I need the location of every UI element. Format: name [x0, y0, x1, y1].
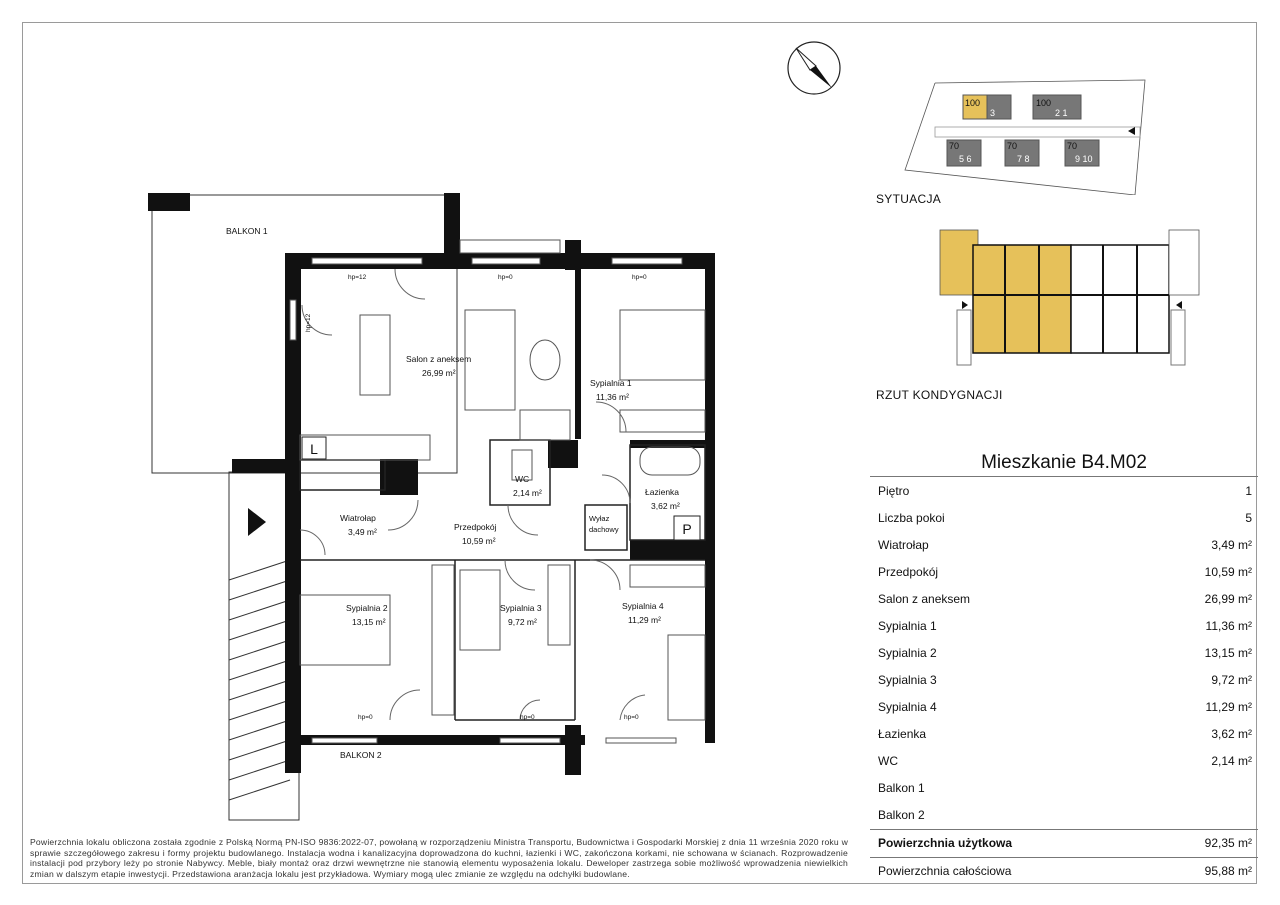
row-label: Łazienka [878, 727, 927, 741]
site-entrance-arrow-icon [1128, 127, 1135, 135]
room-syp3-area: 9,72 m² [508, 617, 537, 627]
site-building-label: 9 10 [1075, 154, 1093, 164]
site-building-label: 2 1 [1055, 108, 1068, 118]
row-label: Przedpokój [878, 565, 939, 579]
sill-height: hp=12 [348, 274, 367, 281]
windows [290, 240, 682, 743]
area-table [870, 478, 1258, 885]
divider [870, 476, 1258, 477]
sill-height: hp=0 [624, 714, 639, 721]
room-salon-area: 26,99 m² [422, 368, 456, 378]
row-value: 11,29 m² [1205, 700, 1252, 714]
north-compass-icon [786, 40, 842, 96]
row-value: 26,99 m² [1204, 592, 1252, 606]
room-syp4-area: 11,29 m² [628, 615, 661, 625]
roof-hatch-label: Wyłaz [589, 514, 610, 523]
parking-mark-label: P [682, 521, 692, 537]
table-row [870, 586, 1258, 613]
row-label: Sypialnia 4 [878, 700, 937, 714]
table-row [870, 505, 1258, 532]
row-label: Salon z aneksem [878, 592, 971, 606]
site-building-label: 100 [1036, 98, 1052, 108]
room-salon: Salon z aneksem [406, 354, 472, 364]
row-label: Sypialnia 2 [878, 646, 937, 660]
table-row [870, 721, 1258, 748]
table-row [870, 640, 1258, 667]
balcony-1-wall [148, 193, 190, 211]
room-syp2-area: 13,15 m² [352, 617, 386, 627]
balcony-1-wall [444, 193, 460, 253]
balcony-1-area [152, 195, 457, 473]
table-row [870, 667, 1258, 694]
floor-plan-label: RZUT KONDYGNACJI [876, 388, 1003, 402]
table-row [870, 613, 1258, 640]
floor-key-plan [935, 225, 1205, 375]
table-row [870, 748, 1258, 775]
room-syp2: Sypialnia 2 [346, 603, 388, 613]
sill-height: hp=0 [498, 274, 513, 281]
room-wc: WC [515, 474, 530, 484]
site-plan [895, 75, 1160, 195]
row-label: WC [878, 754, 898, 768]
row-label: Wiatrołap [878, 538, 929, 552]
room-syp3: Sypialnia 3 [500, 603, 542, 613]
roof-hatch-label: dachowy [589, 525, 619, 534]
row-value: 11,36 m² [1205, 619, 1252, 633]
row-value: 3,49 m² [1211, 538, 1252, 552]
entrance-arrow-icon [248, 508, 266, 536]
room-wiatrolap-area: 3,49 m² [348, 527, 377, 537]
row-value: 2,14 m² [1211, 754, 1252, 768]
row-value: 9,72 m² [1211, 673, 1252, 687]
room-lazienka: Łazienka [645, 487, 680, 497]
balcony-2-label: BALKON 2 [340, 750, 382, 760]
usable-area-row [870, 829, 1258, 857]
total-area-row [870, 857, 1258, 885]
inner-walls [300, 440, 705, 720]
site-building-label: 7 8 [1017, 154, 1030, 164]
sill-height: hp=0 [358, 714, 373, 721]
unit-title: Mieszkanie B4.M02 [981, 452, 1147, 473]
row-label: Sypialnia 1 [878, 619, 937, 633]
site-building-label: 70 [1067, 141, 1078, 151]
site-building-label: 3 [990, 108, 996, 118]
room-wiatrolap: Wiatrołap [340, 513, 376, 523]
table-row [870, 559, 1258, 586]
room-syp4: Sypialnia 4 [622, 601, 664, 611]
site-plan-label: SYTUACJA [876, 192, 942, 206]
table-row [870, 775, 1258, 802]
room-lazienka-area: 3,62 m² [651, 501, 680, 511]
site-building-label: 70 [1007, 141, 1018, 151]
row-label: Liczba pokoi [878, 511, 945, 525]
room-przedpokoj: Przedpokój [454, 522, 497, 532]
row-value: 1 [1245, 484, 1252, 498]
row-value: 3,62 m² [1211, 727, 1252, 741]
room-syp1-area: 11,36 m² [596, 392, 629, 402]
room-wc-area: 2,14 m² [513, 488, 542, 498]
row-value: 5 [1245, 511, 1252, 525]
table-row [870, 532, 1258, 559]
disclaimer-note: Powierzchnia lokalu obliczona została zgodnie z Polską Normą PN-ISO 9836:2022-07, powołaną w rozporządzeniu Ministra Transportu, Budownictwa i Gospodarki Morskiej z dnia 11 września 2020 roku w sprawie szczegółowego zakresu i formy projektu budowlanego. Instalacja wodna i kanalizacyjna doprowadzona do kuchni, łazienki i WC, zakończona korkami, nie schowana w ścianach. Rozprowadzenie instalacji pod przybory leży po stronie Nabywcy. Meble, biały montaż oraz drzwi wewnętrzne nie stanowią elementu wyposażenia lokalu. Deweloper zastrzega sobie możliwość wprowadzenia niewielkich zmian w dalszym etapie inwestycji. Przedstawiona aranżacja lokalu jest przykładowa. Wymiary mogą ulec zmianie ze względu na odchyłki budowlane. [30, 837, 848, 879]
doors [300, 269, 645, 720]
row-value: 10,59 m² [1204, 565, 1252, 579]
row-label: Balkon 2 [878, 808, 925, 822]
sill-height: hp=0 [632, 274, 647, 281]
row-label: Balkon 1 [878, 781, 925, 795]
table-row [870, 694, 1258, 721]
table-row [870, 478, 1258, 505]
total-area-label: Powierzchnia całościowa [878, 864, 1012, 878]
total-area-value: 95,88 m² [1204, 864, 1252, 878]
row-label: Sypialnia 3 [878, 673, 937, 687]
usable-area-value: 92,35 m² [1204, 836, 1252, 850]
site-building-label: 100 [965, 98, 981, 108]
unit-highlight [973, 245, 1071, 353]
row-value: 13,15 m² [1204, 646, 1252, 660]
room-syp1: Sypialnia 1 [590, 378, 632, 388]
room-przedpokoj-area: 10,59 m² [462, 536, 496, 546]
row-label: Piętro [878, 484, 910, 498]
table-row [870, 802, 1258, 829]
kitchen-mark-label: L [310, 441, 318, 457]
site-building-label: 70 [949, 141, 960, 151]
usable-area-label: Powierzchnia użytkowa [878, 836, 1013, 850]
site-building-label: 5 6 [959, 154, 972, 164]
balcony-1-label: BALKON 1 [226, 226, 268, 236]
sill-height: hp=0 [520, 714, 535, 721]
sill-height: hp=12 [305, 313, 312, 332]
